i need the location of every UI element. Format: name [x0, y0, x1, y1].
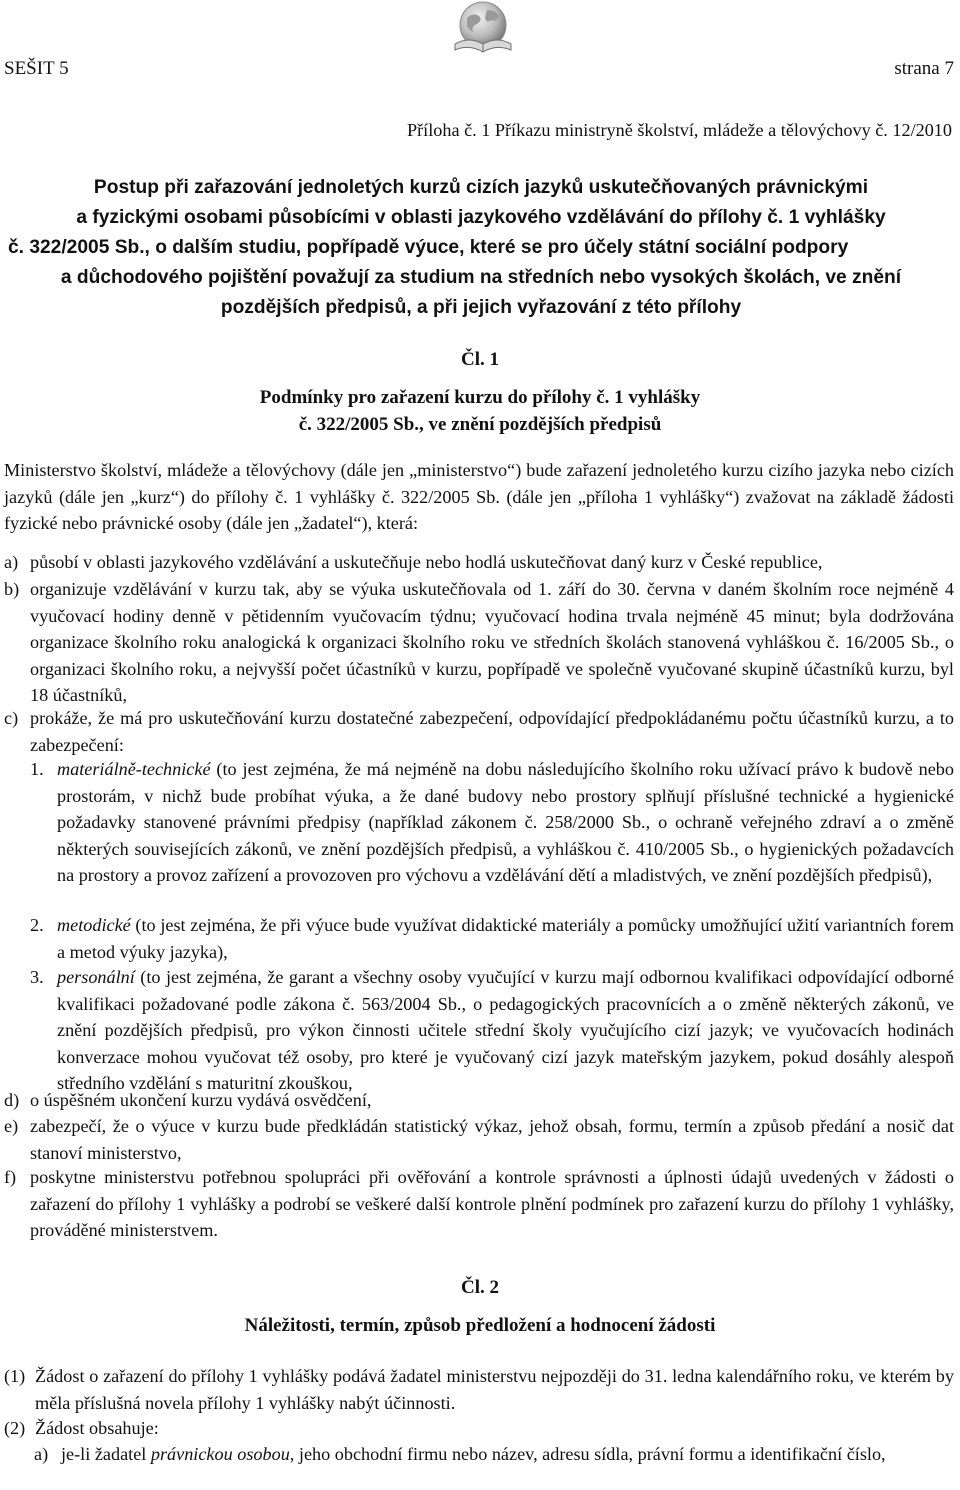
annex-reference: Příloha č. 1 Příkazu ministryně školství, mládeže a tělovýchovy č. 12/2010	[406, 120, 952, 140]
article-1-heading-line: Podmínky pro zařazení kurzu do přílohy č. 1 vyhlášky	[259, 387, 701, 408]
sub-list-item	[34, 1441, 954, 1468]
sub-list-item-term: právnickou osobou	[150, 1444, 290, 1464]
list-item	[4, 1087, 954, 1114]
numbered-paragraph-text: Žádost obsahuje:	[35, 1418, 159, 1438]
numbered-paragraph-label: (1)	[4, 1366, 26, 1386]
sub-list-item-text	[61, 1441, 954, 1468]
sub-list-item	[30, 912, 954, 965]
sub-list-item-label: 3.	[30, 967, 44, 987]
sub-list-item-body: (to jest zejména, že má nejméně na dobu následujícího školního roku užívací právo k budově nebo prostorám, v nichž bude probíhat výuka, a že dané budovy nebo prostory splňují příslušné technické a hygienické požadavky stanovené právními předpisy (například zákonem č. 258/2000 Sb., o ochraně veřejného zdraví a o změně některých souvisejících zákonů, ve znění pozdějších předpisů, a vyhláškou č. 410/2005 Sb., o hygienických požadavcích na prostory a provoz zařízení a provozoven pro výchovu a vzdělávání dětí a mladistvých, ve znění pozdějších předpisů),	[57, 759, 954, 885]
list-item-label: c)	[4, 708, 19, 728]
title-line: a důchodového pojištění považují za studium na středních nebo vysokých školách, ve znění	[60, 267, 902, 288]
sub-list-item-body: (to jest zejména, že při výuce bude využívat didaktické materiály a pomůcky umožňující užití variantních forem a metod výuky jazyka),	[57, 915, 954, 962]
list-item-text: zabezpečí, že o výuce v kurzu bude předkládán statistický výkaz, jehož obsah, formu, termín a způsob předání a nosič dat stanoví ministerstvo,	[30, 1116, 954, 1163]
numbered-paragraph	[4, 1415, 954, 1442]
sub-list-item-body: , jeho obchodní firmu nebo název, adresu sídla, právní formu a identifikační číslo,	[289, 1444, 886, 1464]
list-item	[4, 705, 954, 758]
numbered-paragraph	[4, 1363, 954, 1416]
document-title	[8, 173, 954, 323]
sub-list-item-term: materiálně-technické	[57, 759, 211, 779]
list-item	[4, 1164, 954, 1244]
section-label: SEŠIT 5	[4, 58, 69, 79]
article-1-heading-line: č. 322/2005 Sb., ve znění pozdějších předpisů	[298, 414, 662, 435]
sub-list-item-label: a)	[34, 1444, 49, 1464]
list-item-label: a)	[4, 552, 19, 572]
article-2-number: Čl. 2	[461, 1277, 499, 1298]
title-line: Postup při zařazování jednoletých kurzů cizích jazyků uskutečňovaných právnickými	[93, 177, 869, 198]
list-item-text: poskytne ministerstvu potřebnou spolupráci při ověřování a kontrole správnosti a úplnosti údajů uvedených v žádosti o zařazení do přílohy 1 vyhlášky a podrobí se veškeré další kontrole plnění podmínek pro zařazení kurzu do přílohy 1 vyhlášky, prováděné ministerstvem.	[30, 1167, 954, 1240]
sub-list-item-text	[57, 964, 954, 1097]
sub-list-item-term: personální	[57, 967, 135, 987]
list-item-text: působí v oblasti jazykového vzdělávání a uskutečňuje nebo hodlá uskutečňovat daný kurz v České republice,	[30, 552, 823, 572]
sub-list-item-label: 1.	[30, 759, 44, 779]
article-1-intro	[4, 457, 954, 537]
sub-list-item-body: (to jest zejména, že garant a všechny osoby vyučující v kurzu mají odbornou kvalifikaci odpovídající odborné kvalifikaci požadované podle zákona č. 563/2004 Sb., o pedagogických pracovnících a o změně některých zákonů, ve znění pozdějších předpisů, pro výkon činnosti učitele střední školy vyučujícího cizí jazyk; ve vyučovacích hodinách konverzace mohou vyučovat též osoby, pro které je vyučovaný cizí jazyk mateřským jazykem, pokud dosáhly alespoň středního vzdělání s maturitní zkouškou,	[57, 967, 954, 1093]
globe-book-emblem-icon	[445, 0, 521, 56]
article-1-heading	[0, 384, 960, 438]
list-item-label: f)	[4, 1167, 17, 1187]
list-item-label: b)	[4, 579, 20, 599]
title-line: č. 322/2005 Sb., o dalším studiu, popřípadě výuce, které se pro účely státní sociální podpory	[8, 237, 849, 258]
sub-list-item-prefix: je-li žadatel	[61, 1444, 151, 1464]
sub-list-item-text	[57, 912, 954, 965]
intro-paragraph: Ministerstvo školství, mládeže a tělovýchovy (dále jen „ministerstvo“) bude zařazení jednoletého kurzu cizího jazyka nebo cizích jazyků (dále jen „kurz“) do přílohy č. 1 vyhlášky č. 322/2005 Sb. (dále jen „příloha 1 vyhlášky“) zvažovat na základě žádosti fyzické nebo právnické osoby (dále jen „žadatel“), která:	[4, 460, 954, 533]
sub-list-item	[30, 964, 954, 1097]
list-item-text: organizuje vzdělávání v kurzu tak, aby se výuka uskutečňovala od 1. září do 30. června v daném školním roce nejméně 4 vyučovací hodiny denně v pětidenním vyučovacím týdnu; vyučovací hodina trvala nejméně 45 minut; byla dodržována organizace školního roku analogická k organizaci školního roku ve středních školách stanovená vyhláškou č. 16/2005 Sb., o organizaci školního roku, a nejvyšší počet účastníků v kurzu, popřípadě ve společně vyučované skupině účastníků kurzu, byl 18 účastníků,	[30, 579, 954, 705]
list-item-label: d)	[4, 1090, 20, 1110]
list-item	[4, 549, 954, 576]
article-1-number: Čl. 1	[461, 349, 499, 370]
list-item-text: o úspěšném ukončení kurzu vydává osvědčení,	[30, 1090, 372, 1110]
page-number: strana 7	[894, 58, 954, 79]
sub-list-item-label: 2.	[30, 915, 44, 935]
title-line: a fyzickými osobami působícími v oblasti jazykového vzdělávání do přílohy č. 1 vyhlášky	[76, 207, 886, 228]
title-line: pozdějších předpisů, a při jejich vyřazování z této přílohy	[220, 297, 742, 318]
sub-list-item-text	[57, 756, 954, 889]
list-item-text: prokáže, že má pro uskutečňování kurzu dostatečné zabezpečení, odpovídající předpokládanému počtu účastníků kurzu, a to zabezpečení:	[30, 708, 954, 755]
numbered-paragraph-label: (2)	[4, 1418, 26, 1438]
list-item	[4, 576, 954, 709]
numbered-paragraph-text: Žádost o zařazení do přílohy 1 vyhlášky podává žadatel ministerstvu nejpozději do 31. ledna kalendářního roku, ve kterém by měla příslušná novela přílohy 1 vyhlášky nabýt účinnosti.	[35, 1366, 954, 1413]
article-2-heading: Náležitosti, termín, způsob předložení a hodnocení žádosti	[244, 1315, 716, 1336]
sub-list-item-term: metodické	[57, 915, 131, 935]
list-item-label: e)	[4, 1116, 19, 1136]
list-item	[4, 1113, 954, 1166]
sub-list-item	[30, 756, 954, 889]
